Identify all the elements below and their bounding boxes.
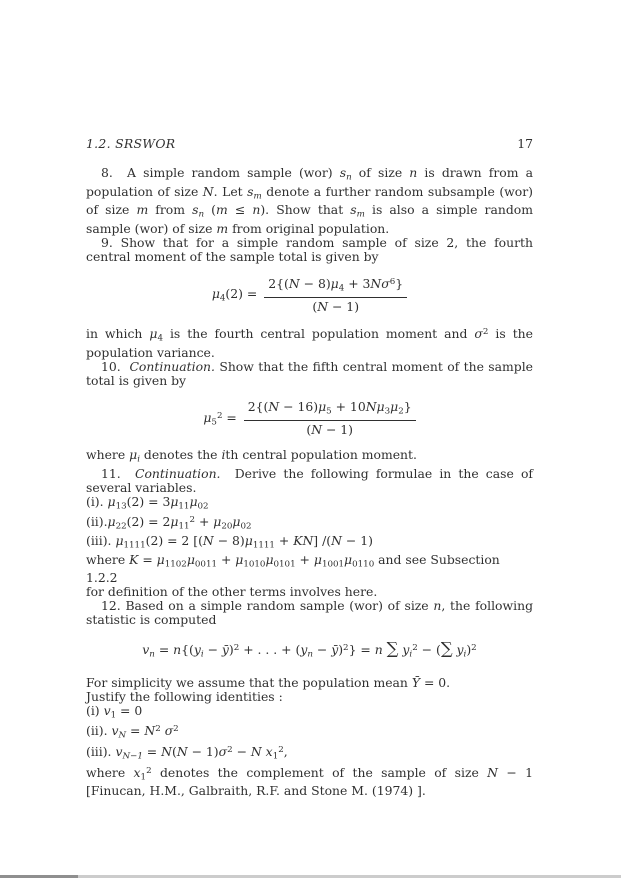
identity-ii: (ii). $v_N = N^2$ $\sigma^2$ <box>86 723 179 741</box>
fraction <box>244 399 416 438</box>
equation-lhs: $\mu_5^2$ = <box>203 409 241 428</box>
section-title: 1.2. SRSWOR <box>86 136 176 151</box>
reference-note: where $x_1^2$ denotes the complement of the sample of size N − 1 [Finucan, H.M., Galbraith, R.F. and Stone M. (1974) ]. <box>86 764 533 799</box>
fourth-moment-note: in which $\mu_4$ is the fourth central population moment and $\sigma^2$ is the population variance. <box>86 326 533 360</box>
equation-fourth-moment <box>86 275 533 315</box>
problem-9-intro: 9. Show that for a simple random sample of size 2, the fourth central moment of the sample total is given by <box>86 234 533 264</box>
formula-i: (i). $\mu_{13}(2) = 3\mu_{11}\mu_{02}$ <box>86 493 209 512</box>
identity-i: (i) $v_1 = 0$ <box>86 702 143 721</box>
fraction <box>264 275 407 315</box>
fifth-moment-note: where $\mu_i$ denotes the ith central population moment. <box>86 447 417 465</box>
problem-11-intro: 11. Continuation. Derive the following formulae in the case of several variables. <box>86 465 533 495</box>
fraction-numerator: $2\{(N - 8)\mu_4 + 3N\sigma^6\}$ <box>264 275 407 299</box>
page-content <box>86 137 533 798</box>
identity-iii: (iii). $v_{N-1} = N(N - 1)\sigma^2 - N$ $x_1^2$, <box>86 744 288 762</box>
fraction-denominator: (N − 1) <box>312 299 360 315</box>
running-header <box>86 137 533 151</box>
equation-lhs: $\mu_4(2)$ = <box>211 285 262 304</box>
assumption-note: For simplicity we assume that the population mean Ȳ = 0. <box>86 674 451 690</box>
problem-8-paragraph: 8. A simple random sample (wor) $s_n$ of size n is drawn from a population of size N. Let $s_m$ denote a further random subsample (wor) of size m from $s_n$ (m ≤ n). Show that $s_m$ is also a simple random sample (wor) of size m from original population. <box>86 165 533 236</box>
formula-iii: (iii). $\mu_{1111}(2) = 2$ $[(N - 8)\mu_{1111} + KN]$ /(N − 1) <box>86 533 373 551</box>
page-number: 17 <box>517 136 533 151</box>
equation-fifth-moment <box>86 399 533 438</box>
justify-note: Justify the following identities : <box>86 688 283 704</box>
problem-12-intro: 12. Based on a simple random sample (wor) of size n, the following statistic is computed <box>86 598 533 628</box>
formula-k-continuation: for definition of the other terms involves here. <box>86 584 378 600</box>
formula-k-definition: where $K = \mu_{1102}\mu_{0011} + \mu_{1010}\mu_{0101} + \mu_{1001}\mu_{0110}$ and see Subsection 1.2.2 <box>86 551 500 586</box>
problem-10-intro: 10. Continuation. Show that the fifth central moment of the sample total is given by <box>86 358 533 388</box>
fraction-denominator: (N − 1) <box>306 422 354 438</box>
fraction-numerator: $2\{(N - 16)\mu_5 + 10N\mu_3\mu_2\}$ <box>244 399 416 422</box>
formula-ii: $(ii).\mu_{22}(2) = 2\mu_{11}^2 + \mu_{20}\mu_{02}$ <box>86 514 252 533</box>
equation-vn-statistic: $v_n = n\{(y_i$ − ȳ)$^2$ + . . . + ($y_n$ − ȳ)$^2$} = n ∑ $y_i^2$ − (∑ $y_i)^2$ <box>142 639 477 660</box>
